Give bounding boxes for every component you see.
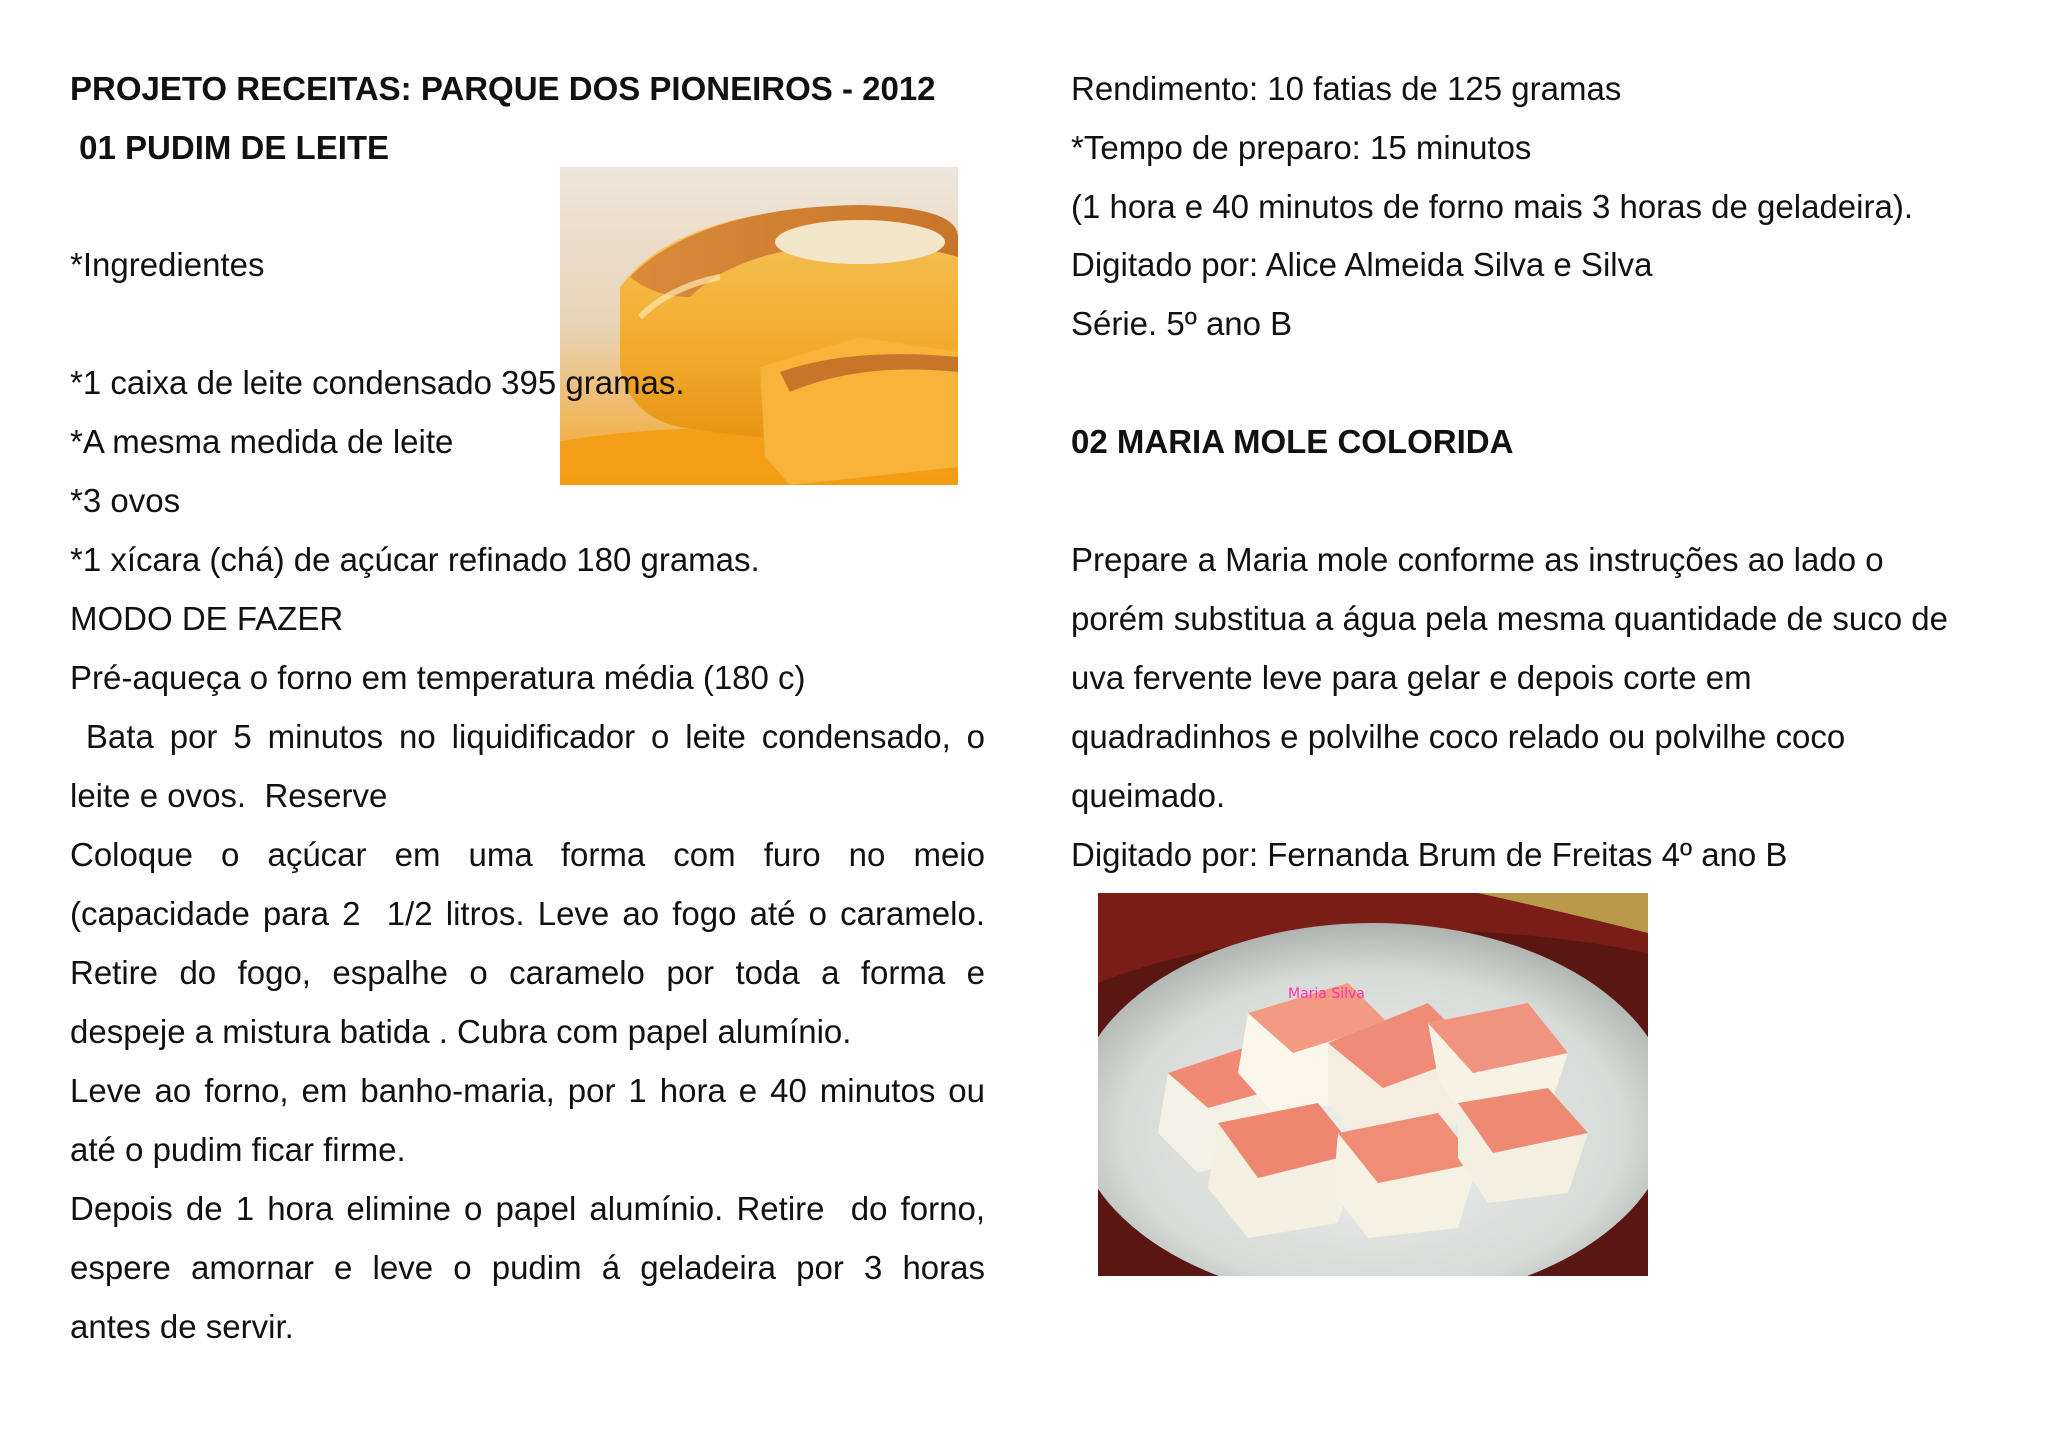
method-line: até o pudim ficar firme. (70, 1131, 406, 1168)
method-line: espere amornar e leve o pudim á geladeira por 3 horas (70, 1249, 985, 1286)
method-line: Leve ao forno, em banho-maria, por 1 hora e 40 minutos ou (70, 1072, 985, 1109)
recipe-2-line: porém substitua a água pela mesma quantidade de suco de (1071, 600, 1948, 637)
ingredient-item: *A mesma medida de leite (70, 423, 454, 460)
method-line: Depois de 1 hora elimine o papel alumínio. Retire do forno, (70, 1190, 985, 1227)
recipe-1-title: 01 PUDIM DE LEITE (70, 129, 390, 166)
yield-text: Rendimento: 10 fatias de 125 gramas (1071, 70, 1622, 107)
typed-by-2: Digitado por: Fernanda Brum de Freitas 4º ano B (1071, 836, 1788, 873)
method-line: Pré-aqueça o forno em temperatura média (180 c) (70, 659, 806, 696)
method-line: Retire do fogo, espalhe o caramelo por toda a forma e (70, 954, 985, 991)
method-label: MODO DE FAZER (70, 600, 344, 637)
typed-by-1: Digitado por: Alice Almeida Silva e Silva (1071, 246, 1653, 283)
method-line: antes de servir. (70, 1308, 294, 1345)
method-line: Bata por 5 minutos no liquidificador o leite condensado, o (70, 718, 986, 755)
recipe-2-title: 02 MARIA MOLE COLORIDA (1071, 423, 1514, 460)
recipe-2-line: Prepare a Maria mole conforme as instruções ao lado o (1071, 541, 1884, 578)
method-line: leite e ovos. Reserve (70, 777, 388, 814)
ingredient-item: *1 xícara (chá) de açúcar refinado 180 gramas. (70, 541, 760, 578)
method-line: despeje a mistura batida . Cubra com papel alumínio. (70, 1013, 852, 1050)
ingredient-item: *1 caixa de leite condensado 395 gramas. (70, 364, 685, 401)
grade-1: Série. 5º ano B (1071, 305, 1293, 342)
method-line: (capacidade para 2 1/2 litros. Leve ao fogo até o caramelo. (70, 895, 985, 932)
recipe-2-line: uva fervente leve para gelar e depois corte em (1071, 659, 1752, 696)
document-title: PROJETO RECEITAS: PARQUE DOS PIONEIROS - 2012 (70, 70, 936, 107)
ingredients-label: *Ingredientes (70, 246, 265, 283)
maria-mole-watermark: Maria Silva (1288, 986, 1365, 1002)
method-line: Coloque o açúcar em uma forma com furo no meio (70, 836, 985, 873)
recipe-2-line: queimado. (1071, 777, 1226, 814)
prep-time-text: *Tempo de preparo: 15 minutos (1071, 129, 1532, 166)
prep-detail-text: (1 hora e 40 minutos de forno mais 3 horas de geladeira). (1071, 188, 1913, 225)
recipe-2-line: quadradinhos e polvilhe coco relado ou polvilhe coco (1071, 718, 1846, 755)
ingredient-item: *3 ovos (70, 482, 181, 519)
